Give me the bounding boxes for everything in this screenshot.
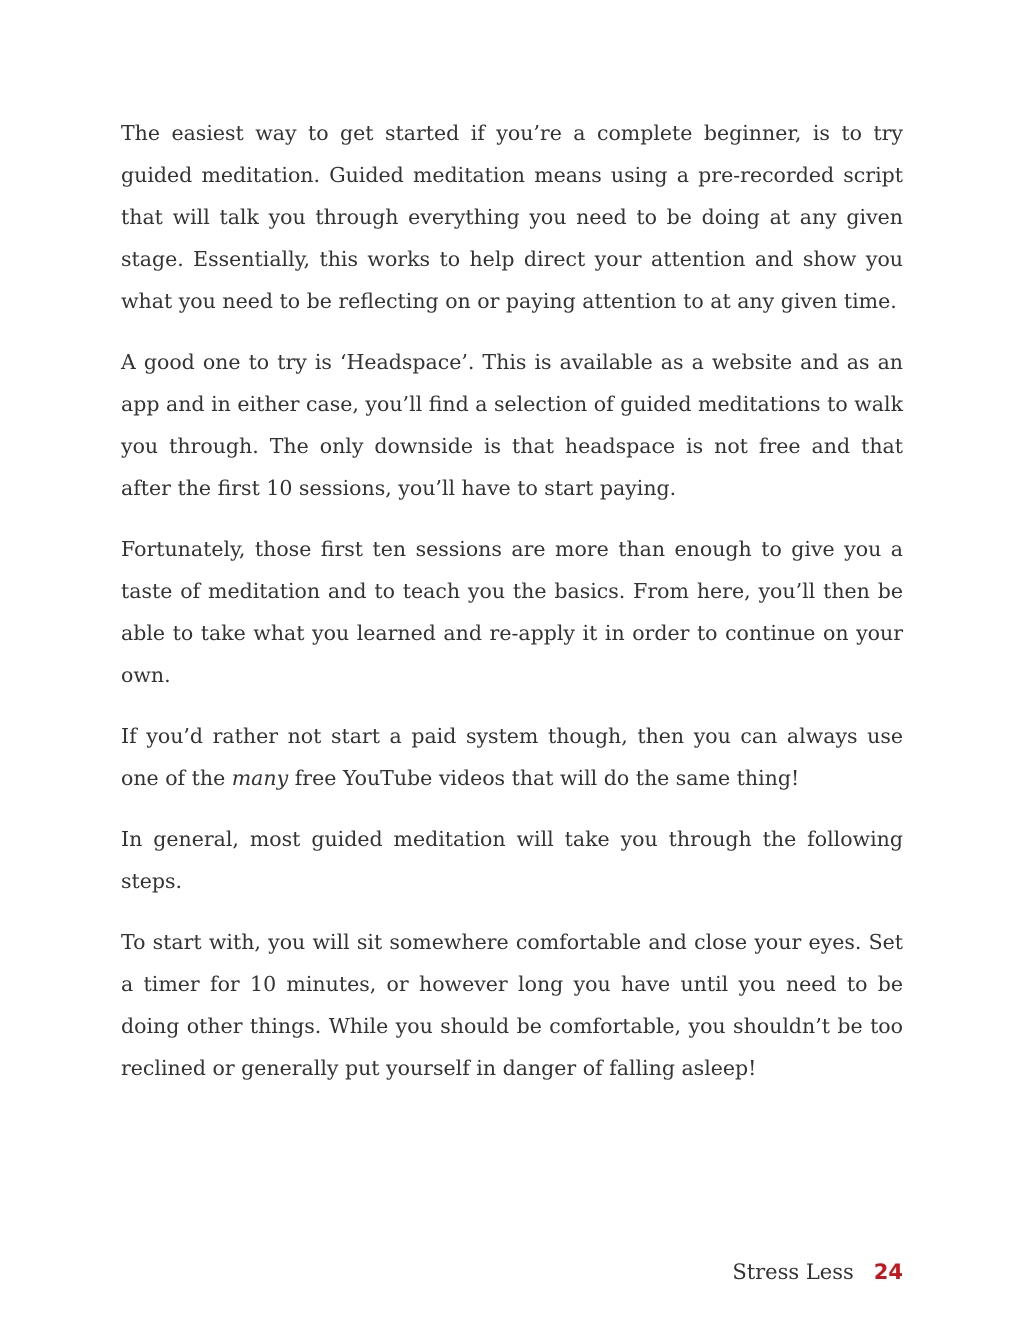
paragraph-headspace: A good one to try is ‘Headspace’. This is available as a website and as an app and in either case, you’ll find a selection of guided meditations to walk you through. The only downside is that headspace is not free and that after the first 10 sessions, you’ll have to start paying. [121,350,903,500]
paragraph-text-after: free YouTube videos that will do the same thing! [288,766,800,790]
page-body [121,112,903,1108]
page-number: 24 [873,1260,903,1284]
paragraph-youtube-alternative [121,715,903,799]
paragraph-first-sessions: Fortunately, those first ten sessions are more than enough to give you a taste of meditation and to teach you the basics. From here, you’ll then be able to take what you learned and re-apply it in order to continue on your own. [121,537,903,687]
paragraph-start-with: To start with, you will sit somewhere comfortable and close your eyes. Set a timer for 10 minutes, or however long you have until you need to be doing other things. While you should be comfortable, you shouldn’t be too reclined or generally put yourself in danger of falling asleep! [121,930,903,1080]
paragraph-guided-meditation-intro: The easiest way to get started if you’re a complete beginner, is to try guided meditation. Guided meditation means using a pre-recorded script that will talk you through everything you need to be doing at any given stage. Essentially, this works to help direct your attention and show you what you need to be reflecting on or paying attention to at any given time. [121,121,903,313]
book-title: Stress Less [732,1260,854,1284]
paragraph-text-before: If you’d rather not start a paid system though, then you can always use one of the [121,724,903,790]
emphasized-word: many [231,766,289,790]
page-footer [732,1257,903,1287]
paragraph-steps-intro: In general, most guided meditation will take you through the following steps. [121,827,903,893]
